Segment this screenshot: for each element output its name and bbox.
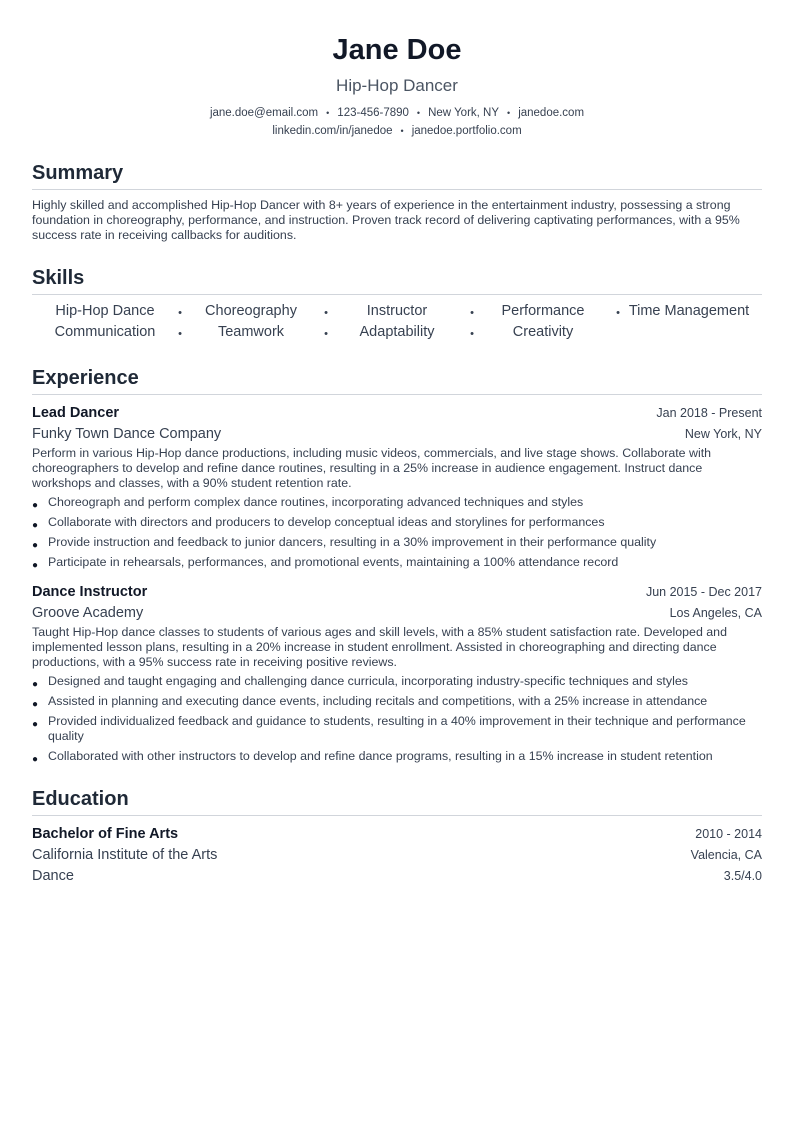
skills-section [32,265,762,343]
separator-dot: • [324,328,328,341]
job-location: Los Angeles, CA [669,606,762,621]
candidate-name: Jane Doe [332,34,462,66]
separator-dot: • [507,108,511,118]
gpa-value: 3.5/4.0 [723,869,762,884]
candidate-role: Hip-Hop Dancer [336,76,458,95]
separator-dot: • [616,307,620,320]
company-name: Groove Academy [32,605,144,622]
job-entry [32,582,762,764]
job-title: Dance Instructor [32,584,148,601]
separator-dot: • [178,328,182,341]
portfolio-link[interactable]: janedoe.portfolio.com [411,125,522,138]
separator-dot: • [400,126,404,137]
list-item: ● Assisted in planning and executing dance events, including recitals and competitions, with a 25% increase in attendance [32,694,708,711]
list-item: ● Choreograph and perform complex dance routines, incorporating advanced techniques and styles [32,495,584,512]
job-bullets [32,674,762,764]
separator-dot: • [470,328,474,341]
list-item: ● Provided individualized feedback and guidance to students, resulting in a 40% improvement in their technique and performance quality [32,714,746,744]
job-description: Perform in various Hip-Hop dance productions, including music videos, commercials, and live stage shows. Collaborate with choreographers to develop and refine dance routines, resulting in a 25% increase in audience engagement. Instruct dance workshops and classes, with a 90% student retention rate. [32,446,712,491]
separator-dot: • [470,307,474,320]
section-title-skills: Skills [32,265,762,295]
skill-item: Adaptability • [324,322,470,343]
separator-dot: • [416,108,421,118]
bullet-icon: ● [32,754,39,766]
summary-text: Highly skilled and accomplished Hip-Hop Dancer with 8+ years of experience in the entertainment industry, possessing a strong foundation in choreography, performance, and instruction. Proven track record of delivering captivating performances, with a 95% success rate in receiving callbacks for auditions. [32,198,740,243]
website-link[interactable]: janedoe.com [518,107,585,120]
degree-name: Bachelor of Fine Arts [32,826,179,843]
bullet-icon: ● [32,719,39,731]
section-title-summary: Summary [32,160,762,190]
job-date: Jan 2018 - Present [656,406,762,421]
bullet-icon: ● [32,699,39,711]
section-title-education: Education [32,786,762,816]
resume-header [32,30,762,140]
skill-item: Performance • [470,301,616,322]
skill-item: Communication • [32,322,178,343]
job-date: Jun 2015 - Dec 2017 [645,585,762,600]
resume-page [32,30,762,887]
list-item: ● Designed and taught engaging and challenging dance curricula, incorporating industry-specific techniques and styles [32,674,688,691]
separator-dot: • [178,307,182,320]
skill-item: Teamwork • [178,322,324,343]
skill-item: Instructor • [324,301,470,322]
location-text: New York, NY [428,107,500,120]
section-title-experience: Experience [32,365,762,395]
skill-item: Time Management [628,303,750,320]
phone-number: 123-456-7890 [337,107,409,120]
bullet-icon: ● [32,560,39,572]
company-name: Funky Town Dance Company [32,426,222,443]
bullet-icon: ● [32,540,39,552]
job-entry [32,403,762,570]
education-entry [32,824,762,887]
bullet-icon: ● [32,500,39,512]
email-link[interactable]: jane.doe@email.com [209,107,319,120]
skill-item: Hip-Hop Dance • [32,301,178,322]
education-years: 2010 - 2014 [695,827,762,842]
education-section [32,786,762,887]
bullet-icon: ● [32,679,39,691]
experience-section [32,365,762,764]
bullet-icon: ● [32,520,39,532]
contact-row-2 [32,122,762,140]
list-item: ● Provide instruction and feedback to junior dancers, resulting in a 30% improvement in their performance quality [32,535,657,552]
list-item: ● Collaborate with directors and producers to develop conceptual ideas and storylines for performances [32,515,605,532]
school-location: Valencia, CA [690,848,762,863]
separator-dot: • [326,108,330,118]
list-item: ● Participate in rehearsals, performances, and promotional events, maintaining a 100% attendance record [32,555,619,572]
skills-grid [32,301,762,343]
summary-section [32,160,762,243]
school-name: California Institute of the Arts [32,847,218,864]
skill-item: Creativity [512,324,574,341]
job-bullets [32,495,762,570]
linkedin-link[interactable]: linkedin.com/in/janedoe [272,125,393,138]
field-of-study: Dance [32,868,74,885]
list-item: ● Collaborated with other instructors to develop and refine dance programs, resulting in a 15% increase in student retention [32,749,713,766]
job-description: Taught Hip-Hop dance classes to students of various ages and skill levels, with a 85% student satisfaction rate. Developed and implemented lesson plans, resulting in a 20% increase in student enrollment. Assisted in choreographing and directing dance productions, with a 95% success rate in receiving positive reviews. [32,625,727,670]
job-title: Lead Dancer [32,405,120,422]
job-location: New York, NY [684,427,762,442]
separator-dot: • [324,307,328,320]
skill-item: Choreography • [178,301,324,322]
contact-row-1 [32,104,762,122]
